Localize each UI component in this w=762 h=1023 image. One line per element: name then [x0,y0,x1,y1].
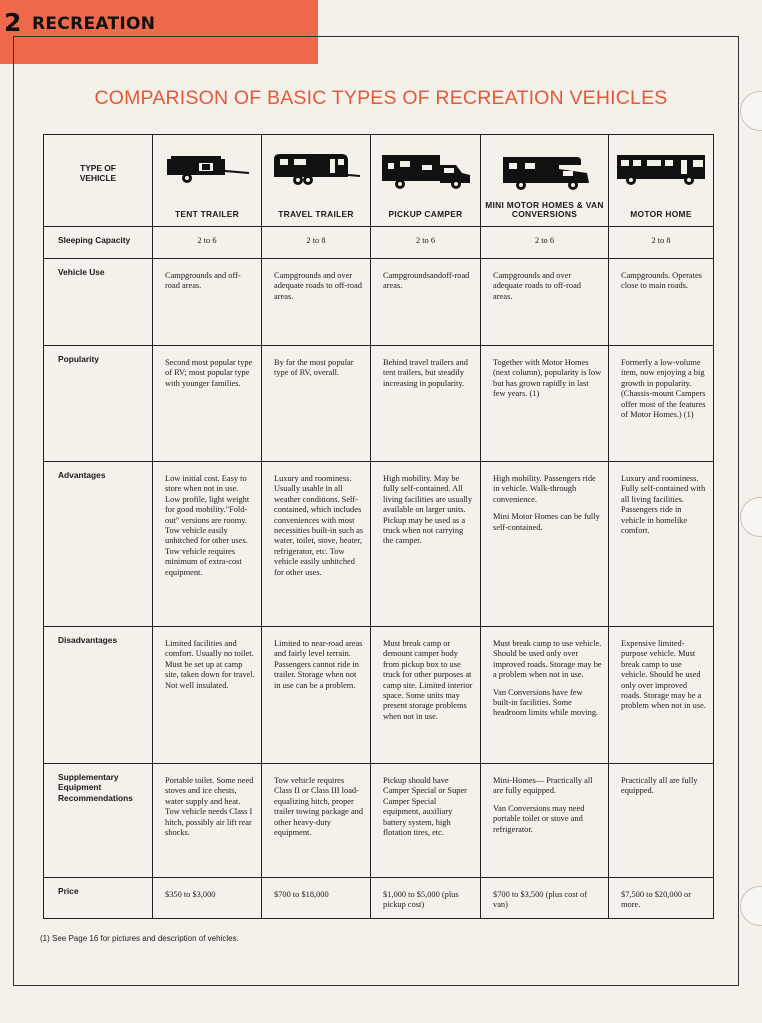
table-cell [262,462,371,627]
cell-text: $700 to $3,500 (plus cost of van) [493,890,587,910]
table-cell [153,259,262,346]
cell-text: High mobility. May be fully self-contained. All living facilities are usually available on larger units. Pickup may be used as a truck when not carrying the camper. [383,474,473,546]
vehicle-header [481,135,609,227]
header-label: TYPE OF [80,163,116,173]
cell-text: 2 to 6 [415,236,436,245]
table-cell [153,764,262,878]
cell-text: Together with Motor Homes (next column), popularity is low but has grown rapidly in last few years. (1) [493,358,602,399]
vehicle-header [262,135,371,227]
cell-text: Van Conversions may need portable toilet or stove and refrigerator. [493,803,585,834]
vehicle-label: TRAVEL TRAILER [278,209,354,220]
table-cell [481,462,609,627]
cell-text: Must break camp to use vehicle. Should be used only over improved roads. Storage may be a problem when not in use. [493,639,602,680]
table-cell [262,259,371,346]
comparison-table [43,134,714,919]
cell-text: Mini-Homes— Practically all are fully equipped. [493,776,593,796]
header-row [44,135,714,227]
table-cell [153,462,262,627]
cell-text: High mobility. Passengers ride in vehicle. Walk-through convenience. [493,474,596,504]
table-cell [481,878,609,919]
table-row [44,227,714,259]
cell-text: $350 to $3,000 [165,890,216,899]
cell-text: 2 to 8 [306,236,326,245]
table-cell [481,227,609,259]
table-cell [262,227,371,259]
footnote: (1) See Page 16 for pictures and description of vehicles. [40,934,239,943]
header-label: VEHICLE [79,173,117,184]
cell-text: Campgrounds and over adequate roads to off-road areas. [274,271,362,301]
table-row [44,346,714,462]
table-cell [609,627,714,764]
vehicle-label: MINI MOTOR HOMES & VAN CONVERSIONS [485,199,604,220]
cell-text: 2 to 6 [534,236,555,245]
table-cell [371,764,481,878]
table-cell [609,259,714,346]
cell-text: Formerly a low-volume item, now enjoying a big growth in popularity. (Chassis-mount Campers offer most of the features of Motor Homes.) (1) [621,358,706,420]
mini-motor-home-icon [481,151,608,191]
row-label: Sleeping Capacity [44,227,153,259]
table-cell [153,627,262,764]
cell-text: Limited to near-road areas and fairly level terrain. Passengers cannot ride in trailer. Storage when not in use can be a problem. [274,639,363,690]
cell-text: Expensive limited-purpose vehicle. Must break camp to use vehicle. Should be used only over improved roads. Storage may be a problem when not in use. [621,639,706,711]
table-cell [153,878,262,919]
table-row [44,462,714,627]
row-label: Advantages [44,462,153,627]
cell-text: Van Conversions have few built-in facilities. Some headroom limits while moving. [493,687,599,718]
tent-trailer-icon [153,151,261,191]
cell-text: Luxury and roominess. Usually usable in all weather conditions. Self-contained, which includes conveniences with most necessities built-in such as water, toilet, stove, heater, refrigerator, etc. Tow vehicle easily unhitched for other uses. [274,474,364,577]
cell-text: Portable toilet. Some need stoves and ice chests, water supply and heat. Tow vehicle needs Class I hitch, possibly air lift rear shocks. [165,776,254,838]
row-label: Price [44,878,153,919]
motor-home-icon [609,151,713,191]
table-cell [262,764,371,878]
table-cell [481,764,609,878]
table-row [44,764,714,878]
cell-text: Luxury and roominess. Fully self-contained with all living facilities. Passengers ride in vehicle in homelike comfort. [621,474,706,536]
vehicle-header [153,135,262,227]
cell-text: By far the most popular type of RV, overall. [274,358,354,378]
cell-text: Behind travel trailers and tent trailers, but steadily increasing in popularity. [383,358,468,388]
cell-text: Mini Motor Homes can be fully self-contained. [493,512,600,532]
row-label: Vehicle Use [44,259,153,346]
cell-text: 2 to 6 [197,236,217,245]
travel-trailer-icon [262,151,370,191]
cell-text: Campgrounds and over adequate roads to off-road areas. [493,271,581,301]
table-cell [371,627,481,764]
row-label: Disadvantages [44,627,153,764]
vehicle-label: MOTOR HOME [630,209,692,220]
table-cell [609,462,714,627]
table-cell [609,227,714,259]
table-cell [371,462,481,627]
table-row [44,259,714,346]
row-label: Supplementary Equipment Recommendations [44,764,153,878]
table-cell [609,346,714,462]
cell-text: Must break camp or demount camper body from pickup box to use truck for other purposes at camp site. Limited interior space. Some units may present storage problems when not in use. [383,639,473,721]
section-number: 2 [4,8,22,37]
vehicle-header [371,135,481,227]
cell-text: 2 to 8 [651,236,671,245]
row-label: Popularity [44,346,153,462]
cell-text: Campgrounds. Operates close to main roads. [621,271,702,291]
table-cell [609,764,714,878]
cell-text: Campgrounds and off-road areas. [165,271,241,291]
binder-hole-bottom [740,886,762,926]
table-cell [262,346,371,462]
cell-text: Practically all are fully equipped. [621,776,698,796]
table-cell [481,346,609,462]
cell-text: Limited facilities and comfort. Usually no toilet. Must be set up at camp site, taken down for travel. Not well insulated. [165,639,255,690]
table-row [44,627,714,764]
cell-text: Campgroundsandoff-road areas. [383,271,470,291]
table-cell [262,878,371,919]
cell-text: Low initial cost. Easy to store when not in use. Low profile, light weight for good mobility."Fold-out" versions are roomy. Tow vehicle easily unhitched for other uses. Tow vehicle requires minimum of extra-cost equipment. [165,474,250,577]
table-row [44,878,714,919]
binder-hole-middle [740,497,762,537]
table-cell [371,259,481,346]
cell-text: $700 to $18,000 [274,890,329,899]
table-cell [481,259,609,346]
table-cell [481,627,609,764]
cell-text: Tow vehicle requires Class II or Class III load-equalizing hitch, proper trailer towing package and other heavy-duty equipment. [274,776,364,838]
cell-text: Second most popular type of RV; most popular type with younger families. [165,358,253,388]
table-cell [153,227,262,259]
table-cell [153,346,262,462]
table-cell [371,346,481,462]
table-cell [371,878,481,919]
section-label: RECREATION [32,14,156,34]
type-of-vehicle-header [44,135,153,227]
page-title: COMPARISON OF BASIC TYPES OF RECREATION VEHICLES [94,87,668,109]
cell-text: $1,000 to $5,000 (plus pickup cost) [383,890,459,910]
table-cell [371,227,481,259]
vehicle-header [609,135,714,227]
vehicle-label: PICKUP CAMPER [388,209,463,220]
table-cell [262,627,371,764]
cell-text: $7,500 to $20,000 or more. [621,890,692,910]
cell-text: Pickup should have Camper Special or Super Camper Special equipment, auxiliary battery system, high flotation tires, etc. [383,776,467,838]
vehicle-label: TENT TRAILER [174,209,240,220]
pickup-camper-icon [371,151,480,191]
table-cell [609,878,714,919]
